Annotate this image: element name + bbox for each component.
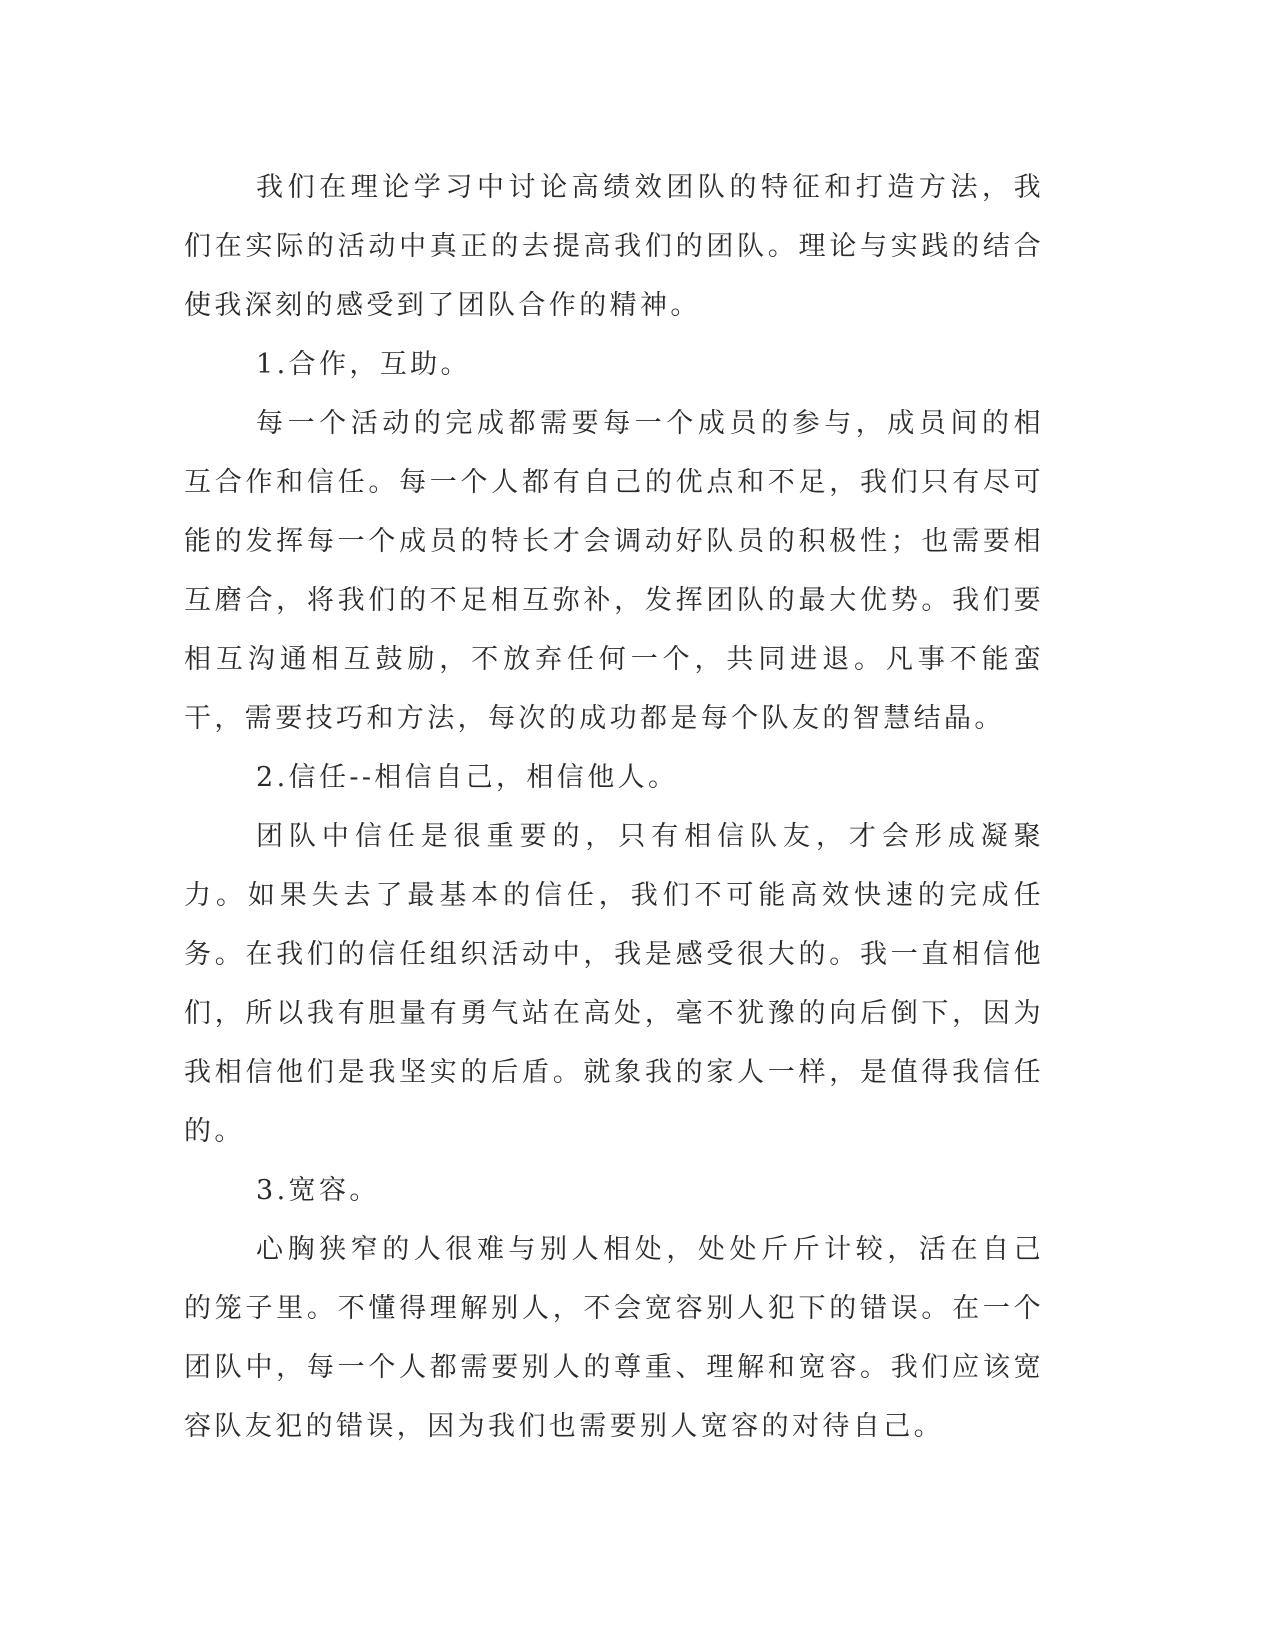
section-heading-cooperation: 1.合作，互助。 xyxy=(256,349,471,380)
document-body xyxy=(184,158,1044,1456)
paragraph-trust: 团队中信任是很重要的，只有相信队友，才会形成凝聚力。如果失去了最基本的信任，我们不可能高效快速的完成任务。在我们的信任组织活动中，我是感受很大的。我一直相信他们，所以我有胆量有勇气站在高处，毫不犹豫的向后倒下，因为我相信他们是我坚实的后盾。就象我的家人一样，是值得我信任的。 xyxy=(184,821,1044,1147)
section-heading-trust: 2.信任--相信自己，相信他人。 xyxy=(256,762,679,793)
section-heading-tolerance: 3.宽容。 xyxy=(256,1175,380,1206)
paragraph-intro: 我们在理论学习中讨论高绩效团队的特征和打造方法，我们在实际的活动中真正的去提高我们的团队。理论与实践的结合使我深刻的感受到了团队合作的精神。 xyxy=(184,172,1044,321)
paragraph-tolerance: 心胸狭窄的人很难与别人相处，处处斤斤计较，活在自己的笼子里。不懂得理解别人，不会宽容别人犯下的错误。在一个团队中，每一个人都需要别人的尊重、理解和宽容。我们应该宽容队友犯的错误，因为我们也需要别人宽容的对待自己。 xyxy=(184,1234,1044,1442)
paragraph-cooperation: 每一个活动的完成都需要每一个成员的参与，成员间的相互合作和信任。每一个人都有自己的优点和不足，我们只有尽可能的发挥每一个成员的特长才会调动好队员的积极性；也需要相互磨合，将我们的不足相互弥补，发挥团队的最大优势。我们要相互沟通相互鼓励，不放弃任何一个，共同进退。凡事不能蛮干，需要技巧和方法，每次的成功都是每个队友的智慧结晶。 xyxy=(184,408,1044,734)
